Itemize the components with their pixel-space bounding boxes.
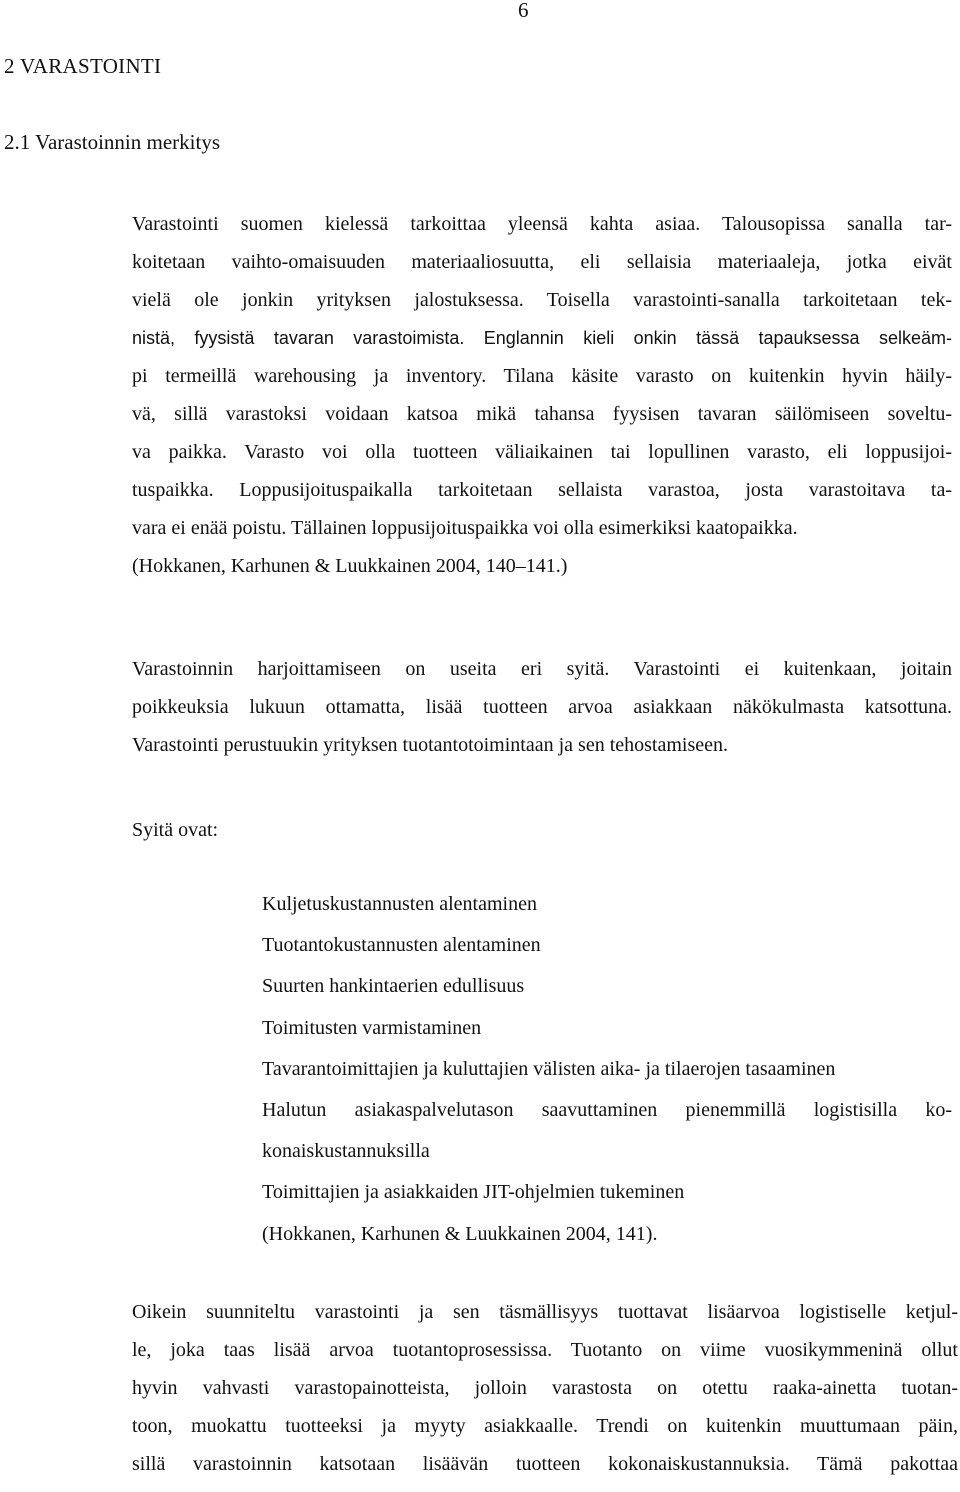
- list-item: [262, 884, 952, 925]
- paragraph-line: poikkeuksia lukuun ottamatta, lisää tuotteen arvoa asiakkaan näkökulmasta katsottuna.: [132, 696, 952, 718]
- paragraph-line: toon, muokattu tuotteeksi ja myyty asiakkaalle. Trendi on kuitenkin muuttumaan päin,: [132, 1415, 958, 1437]
- list-item: [262, 1049, 952, 1090]
- list-item-text: Tuotantokustannusten alentaminen: [262, 934, 541, 957]
- list-item: [262, 925, 952, 966]
- paragraph-reasons-intro: [132, 650, 952, 764]
- paragraph-line: vara ei enää poistu. Tällainen loppusijoituspaikka voi olla esimerkiksi kaatopaikka.: [132, 517, 798, 539]
- list-item-text: Toimitusten varmistaminen: [262, 1016, 482, 1039]
- list-item-text: Toimittajien ja asiakkaiden JIT-ohjelmien tukeminen: [262, 1181, 685, 1204]
- paragraph-line: hyvin vahvasti varastopainotteista, jolloin varastosta on otettu raaka-ainetta tuotan-: [132, 1377, 958, 1399]
- list-item-text: Tavarantoimittajien ja kuluttajien välisten aika- ja tilaerojen tasaaminen: [262, 1057, 836, 1080]
- list-item-citation: [262, 1214, 952, 1255]
- paragraph-line: Varastointi suomen kielessä tarkoittaa yleensä kahta asiaa. Talousopissa sanalla tar-: [132, 213, 952, 235]
- paragraph-line: Varastointi perustuukin yrityksen tuotantotoimintaan ja sen tehostamiseen.: [132, 734, 728, 756]
- paragraph-line: nistä, fyysistä tavaran varastoimista. Englannin kieli onkin tässä tapauksessa selkeäm-: [132, 328, 952, 348]
- paragraph-line: le, joka taas lisää arvoa tuotantoprosessissa. Tuotanto on viime vuosikymmeninä ollut: [132, 1339, 958, 1361]
- list-item: [262, 1090, 952, 1172]
- paragraph-line: tuspaikka. Loppusijoituspaikalla tarkoitetaan sellaista varastoa, josta varastoitava ta-: [132, 479, 952, 501]
- paragraph-line: (Hokkanen, Karhunen & Luukkainen 2004, 140–141.): [132, 555, 568, 577]
- paragraph-line: va paikka. Varasto voi olla tuotteen väliaikainen tai lopullinen varasto, eli loppusijoi-: [132, 441, 952, 463]
- list-item: [262, 1008, 952, 1049]
- paragraph-line: koitetaan vaihto-omaisuuden materiaaliosuutta, eli sellaisia materiaaleja, jotka eivät: [132, 251, 952, 273]
- page-number: 6: [518, 0, 529, 22]
- list-item: [262, 1172, 952, 1213]
- list-item-text: Suurten hankintaerien edullisuus: [262, 975, 525, 998]
- paragraph-line: sillä varastoinnin katsotaan lisäävän tuotteen kokonaiskustannuksia. Tämä pakottaa: [132, 1453, 958, 1475]
- reasons-list: [262, 884, 952, 1255]
- paragraph-line: pi termeillä warehousing ja inventory. Tilana käsite varasto on kuitenkin hyvin häily-: [132, 365, 952, 387]
- list-item-text: (Hokkanen, Karhunen & Luukkainen 2004, 141).: [262, 1222, 658, 1245]
- section-heading: 2.1 Varastoinnin merkitys: [4, 130, 221, 154]
- paragraph-definition: [132, 205, 952, 585]
- paragraph-line: vielä ole jonkin yrityksen jalostuksessa. Toisella varastointi-sanalla tarkoitetaan tek-: [132, 289, 952, 311]
- list-item: [262, 966, 952, 1007]
- chapter-heading: 2 VARASTOINTI: [4, 54, 162, 78]
- list-intro-text: Syitä ovat:: [132, 819, 219, 841]
- list-item-text: konaiskustannuksilla: [262, 1140, 430, 1163]
- list-intro: [132, 811, 952, 849]
- paragraph-line: Oikein suunniteltu varastointi ja sen täsmällisyys tuottavat lisäarvoa logistiselle ketjul-: [132, 1301, 958, 1323]
- paragraph-value-added: [132, 1293, 958, 1483]
- list-item-text: Halutun asiakaspalvelutason saavuttaminen pienemmillä logistisilla ko-: [262, 1098, 952, 1121]
- paragraph-line: vä, sillä varastoksi voidaan katsoa mikä tahansa fyysisen tavaran säilömiseen soveltu-: [132, 403, 952, 425]
- paragraph-line: Varastoinnin harjoittamiseen on useita eri syitä. Varastointi ei kuitenkaan, joitain: [132, 658, 952, 680]
- list-item-text: Kuljetuskustannusten alentaminen: [262, 893, 537, 915]
